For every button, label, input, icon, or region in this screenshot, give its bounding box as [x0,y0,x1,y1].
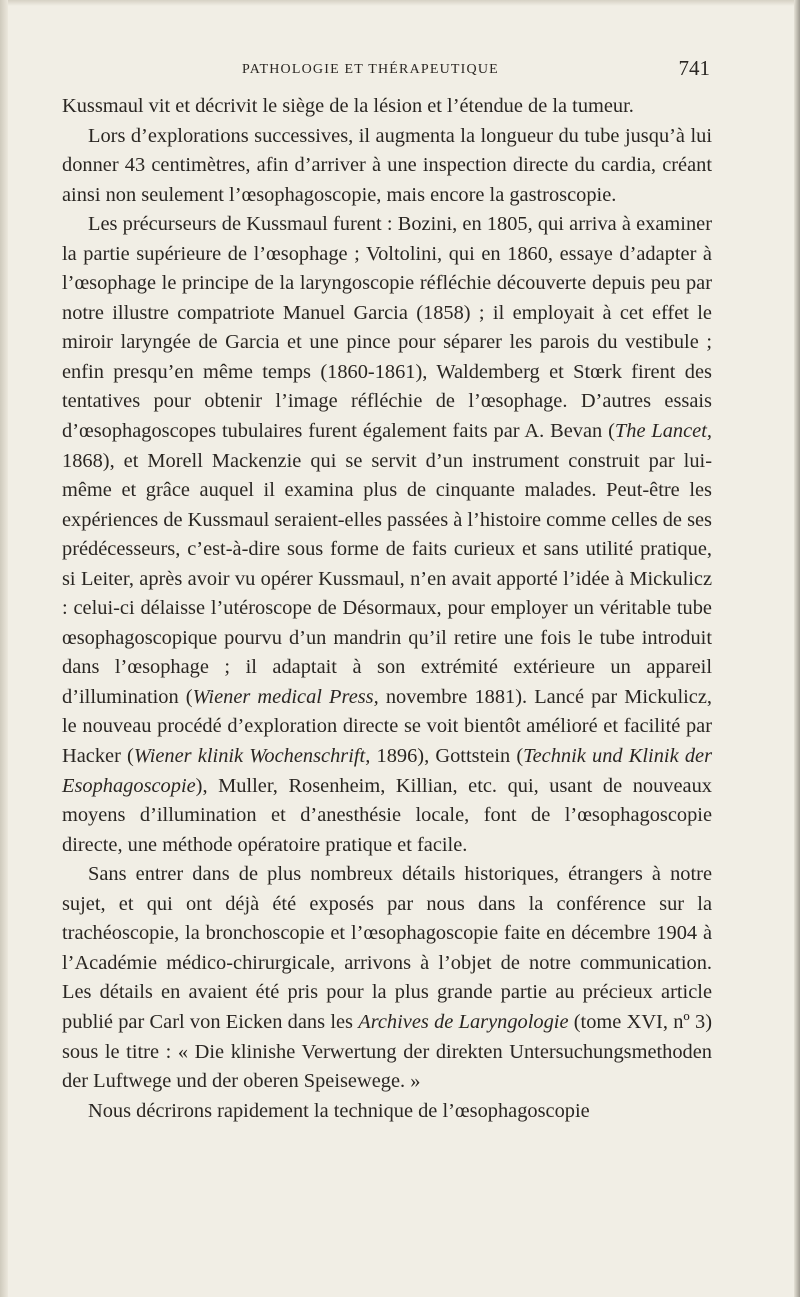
paragraph [62,122,712,211]
text-run: 1896), Gottstein ( [370,745,524,768]
running-head [62,56,710,86]
text-run: ), Muller, Rosenheim, Killian, etc. qui, usant de nouveaux moyens d’illumination et d’anesthésie locale, font de l’œsophagoscopie directe, une méthode opératoire pratique et facile. [62,774,712,856]
text-run: Nous décrirons rapidement la technique de l’œsophagoscopie [88,1099,590,1122]
running-title: PATHOLOGIE ET THÉRAPEUTIQUE [242,62,499,77]
scan-edge-left [0,0,8,1297]
text-run: novembre 1881). Lancé par Mickulicz, le nouveau procédé d’exploration directe se voit bientôt amélioré et facilité par Hacker ( [62,685,713,768]
scan-edge-right [794,0,800,1297]
italic-citation: The Lancet, [614,420,712,443]
italic-citation: Technik und Klinik der Esophagoscopie [62,745,712,797]
italic-citation: Wiener klinik Wochenschrift, [133,745,371,768]
body-text [62,92,712,1126]
scan-edge-top [0,0,800,6]
text-run: Kussmaul vit et décrivit le siège de la lésion et l’étendue de la tumeur. [62,95,634,117]
paragraph [62,92,712,122]
paragraph [62,1097,712,1127]
text-run: 1868), et Morell Mackenzie qui se servit d’un instrument construit par lui-même et grâce auquel il examina plus de cinquante malades. Peut-être les expériences de Kussmaul seraient-elles passées à l’histoire comme celles de ses prédécesseurs, c’est-à-dire sous forme de faits curieux et sans utilité pratique, si Leiter, après avoir vu opérer Kussmaul, n’en avait apporté l’idée à Mickulicz : celui-ci délaisse l’utéroscope de Désormaux, pour employer un véritable tube œsophagoscopique pourvu d’un mandrin qu’il retire une fois le tube introduit dans l’œsophage ; il adaptait à son extrémité extérieure un appareil d’illumination ( [62,449,712,708]
text-run: Lors d’explorations successives, il augmenta la longueur du tube jusqu’à lui donner 43 centimètres, afin d’arriver à une inspection directe du cardia, créant ainsi non seulement l’œsophagoscopie, mais encore la gastroscopie. [62,124,712,206]
paragraph [62,860,712,1096]
italic-citation: Wiener medical Press, [192,685,379,708]
text-run: (tome XVI, nº 3) sous le titre : « Die klinishe Verwertung der direkten Untersuchungsmethoden der Luftwege und der oberen Speisewege. » [62,1010,712,1093]
text-run: Sans entrer dans de plus nombreux détails historiques, étrangers à notre sujet, et qui ont déjà été exposés par nous dans la conférence sur la trachéoscopie, la bronchoscopie et l’œsophagoscopie faite en décembre 1904 à l’Académie médico-chirurgicale, arrivons à l’objet de notre communication. Les détails en avaient été pris pour la plus grande partie au précieux article publié par Carl von Eicken dans les [62,863,712,1033]
italic-citation: Archives de Laryngologie [358,1010,569,1033]
page-number: 741 [678,56,710,80]
text-run: Les précurseurs de Kussmaul furent : Bozini, en 1805, qui arriva à examiner la partie supérieure de l’œsophage ; Voltolini, qui en 1860, essaye d’adapter à l’œsophage le principe de la laryngoscopie réfléchie découverte depuis peu par notre illustre compatriote Manuel Garcia (1858) ; il employait à cet effet le miroir laryngée de Garcia et une pince pour séparer les parois du vestibule ; enfin presqu’en même temps (1860-1861), Waldemberg et Stœrk firent des tentatives pour obtenir l’image réfléchie de l’œsophage. D’autres essais d’œsophagoscopes tubulaires furent également faits par A. Bevan ( [62,213,712,443]
paragraph [62,210,712,860]
